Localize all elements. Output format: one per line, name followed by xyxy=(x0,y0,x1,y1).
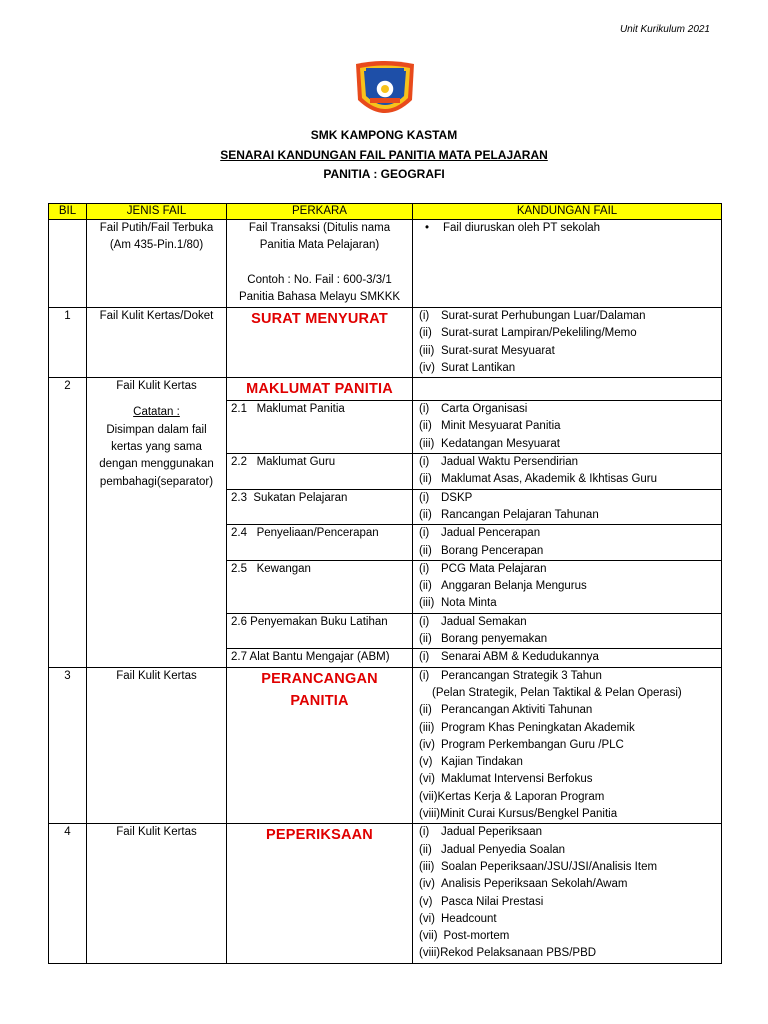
item-number: (iv) xyxy=(419,361,435,374)
perkara-line: Contoh : No. Fail : 600-3/3/1 xyxy=(247,273,392,286)
bil-cell: 4 xyxy=(49,824,87,963)
item-number: (v) xyxy=(419,756,433,769)
kandungan-item: Jadual Pencerapan xyxy=(441,527,541,540)
kandungan-item: Surat-surat Perhubungan Luar/Dalaman xyxy=(441,310,646,322)
kandungan-cell xyxy=(413,824,722,963)
kandungan-cell xyxy=(413,308,722,378)
school-name: SMK KAMPONG KASTAM xyxy=(310,128,458,142)
item-number: (viii) xyxy=(419,808,441,821)
item-number: (vi) xyxy=(419,912,435,925)
kandungan-item: Perancangan Aktiviti Tahunan xyxy=(441,704,593,717)
perkara-cell xyxy=(227,220,413,308)
kandungan-item: Program Perkembangan Guru /PLC xyxy=(441,738,624,751)
kandungan-item: Jadual Semakan xyxy=(441,615,527,628)
item-number: (iii) xyxy=(419,344,435,357)
item-number: (ii) xyxy=(419,704,432,717)
item-number: (ii) xyxy=(419,580,432,593)
kandungan-item: Pasca Nilai Prestasi xyxy=(441,895,544,908)
kandungan-item: Carta Organisasi xyxy=(441,403,528,416)
kandungan-item: Borang Pencerapan xyxy=(441,544,544,557)
item-number: (i) xyxy=(419,651,430,664)
bil-cell: 1 xyxy=(49,308,87,378)
item-number: (i) xyxy=(419,491,430,504)
kandungan-item: Program Khas Peningkatan Akademik xyxy=(441,721,635,734)
school-crest-logo xyxy=(352,60,418,124)
item-number: (ii) xyxy=(419,508,432,521)
perkara-heading-line: PANITIA xyxy=(290,692,349,709)
kandungan-item: (Pelan Strategik, Pelan Taktikal & Pelan Operasi) xyxy=(432,686,682,699)
note-line: dengan menggunakan xyxy=(99,458,214,471)
item-number: (ii) xyxy=(419,420,432,433)
column-header-jenis-fail: JENIS FAIL xyxy=(87,204,227,220)
kandungan-cell xyxy=(413,649,722,667)
perkara-line: Panitia Mata Pelajaran) xyxy=(259,239,380,252)
item-number: (iii) xyxy=(419,860,435,873)
kandungan-item: Headcount xyxy=(441,912,497,925)
perkara-line: Fail Transaksi (Ditulis nama xyxy=(248,222,391,234)
sub-perkara: 2.6 Penyemakan Buku Latihan xyxy=(227,613,413,649)
item-number: (vii) xyxy=(419,930,438,943)
item-number: (iii) xyxy=(419,721,435,734)
jenis-fail-cell: Fail Kulit Kertas xyxy=(87,667,227,824)
item-number: (i) xyxy=(419,615,430,628)
kandungan-cell xyxy=(413,378,722,401)
sub-perkara: 2.4 Penyeliaan/Pencerapan xyxy=(227,525,413,561)
kandungan-item: Senarai ABM & Kedudukannya xyxy=(441,651,599,664)
perkara-heading xyxy=(227,667,413,824)
bullet-icon: • xyxy=(425,222,430,234)
jenis-line: (Am 435-Pin.1/80) xyxy=(109,239,204,252)
kandungan-item: Nota Minta xyxy=(441,597,497,610)
kandungan-item: Surat Lantikan xyxy=(441,361,516,374)
table-row xyxy=(49,378,722,401)
kandungan-item: Jadual Waktu Persendirian xyxy=(441,456,579,469)
kandungan-item: Maklumat Intervensi Berfokus xyxy=(441,773,593,786)
kandungan-item: Surat-surat Mesyuarat xyxy=(441,344,555,357)
bil-cell: 2 xyxy=(49,378,87,667)
jenis-line: Fail Kulit Kertas xyxy=(116,380,197,393)
kandungan-item: Jadual Peperiksaan xyxy=(441,826,543,839)
item-number: (i) xyxy=(419,669,430,682)
column-header-perkara: PERKARA xyxy=(227,204,413,220)
kandungan-item: Kertas Kerja & Laporan Program xyxy=(437,790,605,803)
item-number: (ii) xyxy=(419,544,432,557)
sub-perkara: 2.2 Maklumat Guru xyxy=(227,454,413,490)
file-contents-table xyxy=(48,203,722,964)
item-number: (i) xyxy=(419,456,430,469)
kandungan-item: Perancangan Strategik 3 Tahun xyxy=(441,669,602,682)
kandungan-item: Anggaran Belanja Mengurus xyxy=(441,580,587,593)
item-number: (ii) xyxy=(419,327,432,340)
item-number: (v) xyxy=(419,895,433,908)
kandungan-item: Fail diuruskan oleh PT sekolah xyxy=(443,222,601,234)
jenis-fail-cell xyxy=(87,378,227,667)
note-line: kertas yang sama xyxy=(111,441,202,454)
kandungan-item: PCG Mata Pelajaran xyxy=(441,562,547,575)
kandungan-item: Rancangan Pelajaran Tahunan xyxy=(441,508,599,521)
note-line: pembahagi(separator) xyxy=(99,475,214,488)
kandungan-cell xyxy=(413,667,722,824)
kandungan-item: Jadual Penyedia Soalan xyxy=(441,843,566,856)
item-number: (iii) xyxy=(419,597,435,610)
perkara-heading: SURAT MENYURAT xyxy=(227,308,413,378)
jenis-fail-cell: Fail Kulit Kertas xyxy=(87,824,227,963)
jenis-fail-cell: Fail Kulit Kertas/Doket xyxy=(87,308,227,378)
jenis-line: Fail Putih/Fail Terbuka xyxy=(99,222,214,234)
kandungan-cell xyxy=(413,220,722,308)
kandungan-item: Minit Mesyuarat Panitia xyxy=(441,420,561,433)
perkara-heading: PEPERIKSAAN xyxy=(227,824,413,963)
table-row xyxy=(49,667,722,824)
item-number: (vi) xyxy=(419,773,435,786)
kandungan-cell xyxy=(413,525,722,561)
kandungan-cell xyxy=(413,401,722,454)
column-header-kandungan-fail: KANDUNGAN FAIL xyxy=(413,204,722,220)
jenis-fail-cell xyxy=(87,220,227,308)
sub-perkara: 2.7 Alat Bantu Mengajar (ABM) xyxy=(227,649,413,667)
perkara-heading: MAKLUMAT PANITIA xyxy=(227,378,413,401)
item-number: (ii) xyxy=(419,843,432,856)
kandungan-item: Borang penyemakan xyxy=(441,633,548,646)
table-row xyxy=(49,824,722,963)
note-title: Catatan : xyxy=(133,406,180,419)
kandungan-item: Kajian Tindakan xyxy=(441,756,523,769)
kandungan-item: Post-mortem xyxy=(443,930,510,943)
sub-perkara: 2.3 Sukatan Pelajaran xyxy=(227,489,413,525)
item-number: (i) xyxy=(419,826,430,839)
kandungan-cell xyxy=(413,454,722,490)
item-number: (i) xyxy=(419,562,430,575)
sub-perkara: 2.5 Kewangan xyxy=(227,560,413,613)
kandungan-item: Kedatangan Mesyuarat xyxy=(441,437,560,450)
kandungan-cell xyxy=(413,489,722,525)
table-row xyxy=(49,308,722,378)
item-number: (iv) xyxy=(419,878,435,891)
item-number: (i) xyxy=(419,403,430,416)
table-header-row xyxy=(49,204,722,220)
sub-perkara: 2.1 Maklumat Panitia xyxy=(227,401,413,454)
item-number: (iv) xyxy=(419,738,435,751)
perkara-line: Panitia Bahasa Melayu SMKKK xyxy=(238,290,401,303)
item-number: (iii) xyxy=(419,437,435,450)
unit-kurikulum-note: Unit Kurikulum 2021 xyxy=(619,24,710,35)
note-line: Disimpan dalam fail xyxy=(106,423,207,436)
bil-cell xyxy=(49,220,87,308)
perkara-heading-line: PERANCANGAN xyxy=(261,670,378,687)
table-row xyxy=(49,220,722,308)
item-number: (ii) xyxy=(419,633,432,646)
column-header-bil: BIL xyxy=(49,204,87,220)
item-number: (i) xyxy=(419,527,430,540)
item-number: (viii) xyxy=(419,947,441,960)
kandungan-cell xyxy=(413,560,722,613)
kandungan-item: Minit Curai Kursus/Bengkel Panitia xyxy=(440,808,618,821)
panitia-label: PANITIA : GEOGRAFI xyxy=(323,167,445,181)
item-number: (ii) xyxy=(419,473,432,486)
kandungan-item: Maklumat Asas, Akademik & Ikhtisas Guru xyxy=(441,473,658,486)
kandungan-item: Analisis Peperiksaan Sekolah/Awam xyxy=(441,878,628,891)
kandungan-item: Surat-surat Lampiran/Pekeliling/Memo xyxy=(441,327,637,340)
item-number: (i) xyxy=(419,310,430,322)
kandungan-item: DSKP xyxy=(441,491,473,504)
kandungan-item: Soalan Peperiksaan/JSU/JSI/Analisis Item xyxy=(441,860,658,873)
document-title: SENARAI KANDUNGAN FAIL PANITIA MATA PELAJARAN xyxy=(220,148,548,162)
bil-cell: 3 xyxy=(49,667,87,824)
kandungan-item: Rekod Pelaksanaan PBS/PBD xyxy=(440,947,597,960)
kandungan-cell xyxy=(413,613,722,649)
item-number: (vii) xyxy=(419,790,438,803)
